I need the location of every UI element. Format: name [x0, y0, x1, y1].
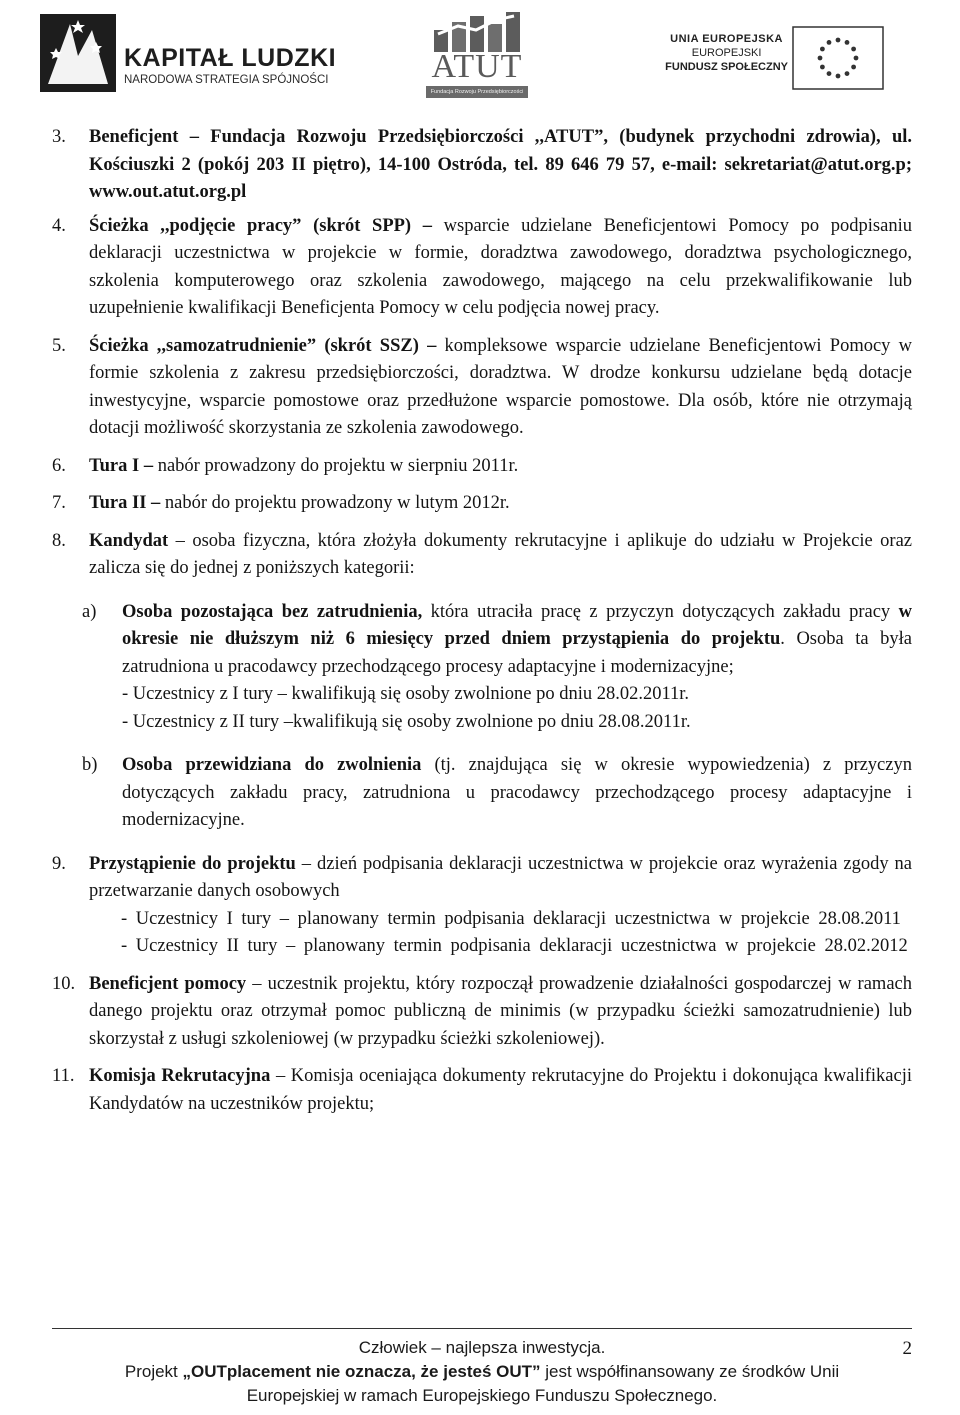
item-lead: Tura I –: [89, 455, 154, 476]
list-item-5: [52, 333, 912, 443]
list-item-8: [52, 528, 912, 583]
item-number: 3.: [52, 127, 66, 147]
page-footer: [52, 1336, 912, 1408]
sub-item-text-2: . Osoba ta była zatrudniona u pracodawcy przechodzącego procesy adaptacyjne i modernizacyjne;: [122, 629, 912, 677]
list-item-7: [52, 490, 912, 518]
footer-project-name: „OUTplacement nie oznacza, że jesteś OUT”: [182, 1362, 541, 1381]
atut-logo: [418, 12, 536, 102]
item-lead: Przystąpienie do projektu: [89, 853, 296, 874]
item-text: – Komisja oceniająca dokumenty rekrutacyjne do Projektu i dokonująca kwalifikacji Kandydatów na uczestników projektu;: [89, 1066, 912, 1114]
dash-line: - Uczestnicy z II tury –kwalifikują się osoby zwolnione po dniu 28.08.2011r.: [122, 711, 691, 732]
item-number: 11.: [52, 1066, 75, 1086]
item-number: 10.: [52, 973, 76, 994]
footer-funding-line: Europejskiej w ramach Europejskiego Funduszu Społecznego.: [246, 1386, 718, 1405]
kapital-ludzki-emblem-icon: [40, 14, 116, 92]
item-lead: Ścieżka ,,podjęcie pracy” (skrót SPP) –: [89, 215, 432, 236]
eu-line-2: EUROPEJSKI: [691, 47, 762, 59]
list-item-10: [52, 971, 912, 1054]
eu-logo-text: [665, 32, 788, 74]
list-item-9: [52, 851, 912, 961]
item-text: – dzień podpisania deklaracji uczestnictwa w projekcie oraz wyrażenia zgody na przetwarzanie danych osobowych: [89, 853, 912, 901]
item-lead: Ścieżka ,,samozatrudnienie” (skrót SSZ) –: [89, 335, 437, 356]
item-text: wsparcie udzielane Beneficjentowi Pomocy po podpisaniu deklaracji uczestnictwa w projekcie w formie, doradztwa zawodowego, doradztwa psychologicznego, szkolenia komputerowego oraz szkolenia zawodowego, mającego na celu przekwalifikowanie lub uzupełnienie kwalifikacji Beneficjenta Pomocy w celu podjęcia nowej pracy.: [89, 215, 912, 318]
item-text: – osoba fizyczna, która złożyła dokumenty rekrutacyjne i aplikuje do udziału w Projekcie oraz zalicza się do jednej z poniższych kategorii:: [89, 530, 912, 578]
list-item-4: [52, 213, 912, 323]
kapital-ludzki-logo: [40, 14, 340, 96]
eu-logo: [665, 26, 924, 96]
item-text: kompleksowe wsparcie udzielane Beneficjentowi Pomocy w formie szkolenia z zakresu przedsiębiorczości, doradztwa. W drodze konkursu udzielane będą dotacje inwestycyjne, wsparcie pomostowe oraz przedłużone wsparcie pomostowe. Dla osób, które nie otrzymają dotacji możliwość skorzystania ze szkolenia zawodowego.: [89, 335, 912, 438]
atut-bars-icon: [434, 12, 520, 52]
page-header: [0, 0, 960, 110]
footer-divider: [52, 1328, 912, 1329]
item-lead: Beneficjent pomocy: [89, 973, 247, 994]
sub-item-bold: w okresie nie dłuższym niż 6 miesięcy przed dniem przystąpienia do projektu: [122, 601, 912, 649]
item-lead: Tura II –: [89, 493, 161, 513]
item-number: 9.: [52, 853, 66, 874]
item-lead: Beneficjent – Fundacja Rozwoju Przedsiębiorczości ,,ATUT”, (budynek przychodni zdrowia), ul. Kościuszki 2 (pokój 203 II piętro), 14-100 Ostróda, tel. 89 646 79 57, e-mail: sekretariat@atut.org.p; www.out.atut.org.pl: [89, 127, 912, 202]
dash-line: - Uczestnicy II tury – planowany termin podpisania deklaracji uczestnictwa w projekcie 28.02.2012: [121, 936, 908, 956]
page-number: 2: [902, 1338, 912, 1359]
item-text: nabór prowadzony do projektu w sierpniu 2011r.: [153, 455, 519, 476]
list-item-11: [52, 1063, 912, 1118]
item-lead: Komisja Rekrutacyjna: [89, 1066, 271, 1086]
footer-project-line: [52, 1360, 912, 1384]
footer-slogan: Człowiek – najlepsza inwestycja.: [358, 1338, 606, 1357]
item-number: 7.: [52, 493, 66, 513]
item-lead: Kandydat: [89, 530, 169, 551]
sub-item-letter: b): [82, 755, 98, 775]
kapital-ludzki-title: KAPITAŁ LUDZKI: [124, 44, 337, 72]
sub-item-lead: Osoba pozostająca bez zatrudnienia,: [122, 601, 423, 622]
item-number: 4.: [52, 215, 66, 236]
sub-item-text: (tj. znajdująca się w okresie wypowiedzenia) z przyczyn dotyczących zakładu pracy, zatrudniona u pracodawcy przechodzącego procesy adaptacyjne i modernizacyjne.: [122, 755, 912, 830]
atut-title: ATUT: [431, 48, 523, 85]
sub-item-lead: Osoba przewidziana do zwolnienia: [122, 755, 422, 775]
atut-strip-text: Fundacja Rozwoju Przedsiębiorczości: [426, 86, 528, 98]
sub-item-b: [52, 752, 912, 835]
footer-project-post: jest współfinansowany ze środków Unii: [540, 1362, 840, 1381]
dash-line: - Uczestnicy I tury – planowany termin podpisania deklaracji uczestnictwa w projekcie 28.08.2011: [121, 908, 901, 929]
dash-line: - Uczestnicy z I tury – kwalifikują się osoby zwolnione po dniu 28.02.2011r.: [122, 684, 690, 704]
item-text: – uczestnik projektu, który rozpoczął prowadzenie działalności gospodarczej w ramach danego projektu oraz otrzymał pomoc publiczną de minimis (w przypadku ścieżki samozatrudnienie) lub skorzystał z usługi szkoleniowej (w przypadku ścieżki szkoleniowej).: [89, 973, 912, 1049]
sub-item-a: [52, 599, 912, 737]
eu-line-1: UNIA EUROPEJSKA: [670, 33, 783, 45]
item-text: nabór do projektu prowadzony w lutym 2012r.: [160, 493, 510, 513]
sub-item-text: która utraciła pracę z przyczyn dotyczących zakładu pracy: [422, 601, 899, 622]
list-item-3: [52, 124, 912, 207]
item-number: 6.: [52, 455, 66, 476]
item-number: 5.: [52, 335, 66, 356]
kapital-ludzki-subtitle: NARODOWA STRATEGIA SPÓJNOŚCI: [124, 74, 329, 86]
eu-line-3: FUNDUSZ SPOŁECZNY: [665, 61, 788, 73]
eu-flag-icon: [792, 26, 884, 90]
list-item-6: [52, 453, 912, 481]
sub-item-letter: a): [82, 601, 97, 622]
item-number: 8.: [52, 530, 66, 551]
footer-project-pre: Projekt: [124, 1362, 183, 1381]
document-body: [52, 124, 912, 1118]
